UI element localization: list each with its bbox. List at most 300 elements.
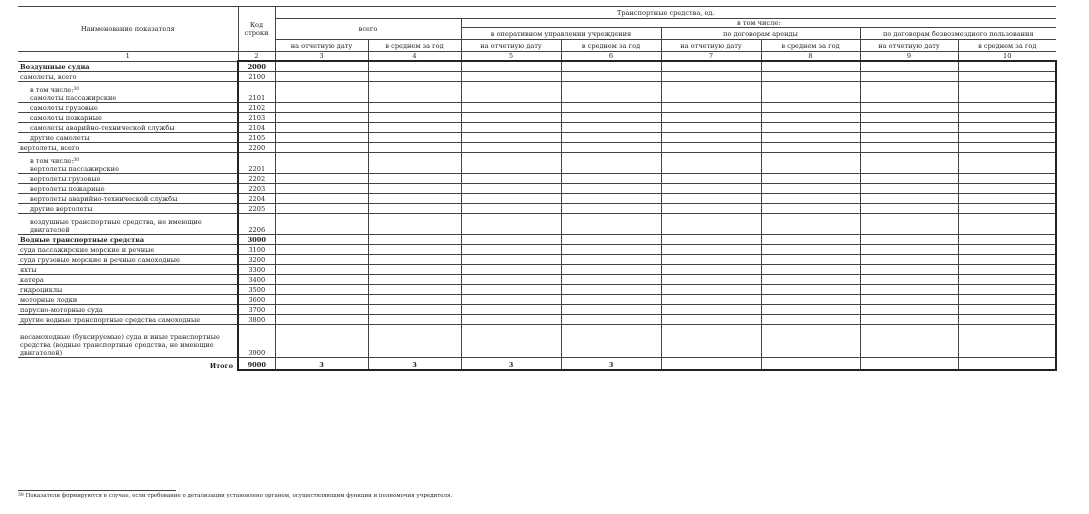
table-row (18, 294, 1056, 304)
row-value-cell[interactable] (368, 294, 461, 304)
row-value-cell[interactable] (368, 264, 461, 274)
row-code: 3900 (238, 324, 275, 357)
row-name (18, 193, 238, 203)
row-code: 2000 (238, 61, 275, 71)
row-value-cell[interactable] (561, 234, 661, 244)
row-value-cell[interactable] (275, 244, 368, 254)
row-value-cell[interactable] (661, 183, 761, 193)
row-value-cell[interactable] (860, 71, 958, 81)
row-value-cell[interactable] (958, 294, 1056, 304)
row-value-cell[interactable] (561, 81, 661, 102)
row-value-cell[interactable] (661, 152, 761, 173)
row-code: 3000 (238, 234, 275, 244)
row-value-cell[interactable] (275, 284, 368, 294)
row-value-cell[interactable] (561, 274, 661, 284)
row-name-text: в том числе: (30, 156, 74, 165)
row-value-cell[interactable] (275, 254, 368, 264)
row-name-text: вертолеты пассажирские (30, 164, 119, 173)
row-value-cell[interactable] (561, 102, 661, 112)
row-name-text: другие водные транспортные средства самоходные (20, 315, 201, 324)
row-value-cell[interactable] (561, 71, 661, 81)
row-value-cell[interactable] (958, 173, 1056, 183)
table-row (18, 324, 1056, 357)
row-value-cell[interactable] (275, 71, 368, 81)
row-name (18, 314, 238, 324)
row-value-cell[interactable] (860, 314, 958, 324)
row-value-cell[interactable] (860, 61, 958, 71)
row-name-text: парусно-моторные суда (20, 305, 103, 314)
header-free-use: по договорам безвозмездного пользования (860, 28, 1056, 40)
row-name (18, 173, 238, 183)
row-value-cell[interactable] (860, 264, 958, 274)
row-value-cell[interactable] (958, 203, 1056, 213)
row-value-cell[interactable] (761, 314, 860, 324)
row-value-cell[interactable] (860, 284, 958, 294)
header-code-col: Код строки (238, 7, 275, 52)
row-value-cell[interactable] (561, 304, 661, 314)
header-rent: по договорам аренды (661, 28, 860, 40)
row-value-cell[interactable] (661, 102, 761, 112)
row-value-cell[interactable] (761, 234, 860, 244)
table-row (18, 152, 1056, 173)
row-value-cell[interactable] (368, 254, 461, 264)
row-value-cell[interactable] (958, 61, 1056, 71)
row-value-cell[interactable] (368, 102, 461, 112)
row-value-cell[interactable] (461, 183, 561, 193)
row-value-cell[interactable] (368, 203, 461, 213)
row-value-cell[interactable] (561, 112, 661, 122)
row-value-cell[interactable] (461, 244, 561, 254)
table-row (18, 102, 1056, 112)
row-value-cell[interactable] (461, 234, 561, 244)
row-value-cell[interactable] (275, 173, 368, 183)
table-row (18, 122, 1056, 132)
col-number: 1 (18, 52, 238, 62)
row-value-cell[interactable] (860, 142, 958, 152)
row-value-cell[interactable] (461, 61, 561, 71)
row-value-cell[interactable] (461, 294, 561, 304)
row-value-cell[interactable] (368, 314, 461, 324)
row-value-cell[interactable] (860, 304, 958, 314)
row-value-cell[interactable] (761, 304, 860, 314)
row-value-cell[interactable] (561, 284, 661, 294)
row-value-cell[interactable] (461, 71, 561, 81)
table-row (18, 314, 1056, 324)
total-code: 9000 (238, 357, 275, 370)
row-value-cell[interactable] (661, 304, 761, 314)
row-code: 3600 (238, 294, 275, 304)
row-value-cell[interactable] (958, 264, 1056, 274)
row-value-cell[interactable] (661, 173, 761, 183)
row-value-cell[interactable] (461, 81, 561, 102)
row-value-cell[interactable] (461, 102, 561, 112)
row-value-cell[interactable] (860, 132, 958, 142)
row-name-text: суда пассажирские морские и речные (20, 245, 155, 254)
row-value-cell[interactable] (860, 274, 958, 284)
row-value-cell[interactable] (275, 61, 368, 71)
table-row (18, 142, 1056, 152)
row-value-cell[interactable] (958, 132, 1056, 142)
row-value-cell[interactable] (761, 173, 860, 183)
row-value-cell[interactable] (275, 264, 368, 274)
row-value-cell[interactable] (368, 122, 461, 132)
row-value-cell[interactable] (561, 324, 661, 357)
row-value-cell[interactable] (461, 142, 561, 152)
row-value-cell[interactable] (275, 122, 368, 132)
total-value (958, 357, 1056, 370)
row-value-cell[interactable] (661, 274, 761, 284)
row-value-cell[interactable] (561, 193, 661, 203)
row-value-cell[interactable] (368, 244, 461, 254)
total-value: 3 (461, 357, 561, 370)
header-avg-year: в среднем за год (561, 40, 661, 52)
row-value-cell[interactable] (461, 324, 561, 357)
table-row (18, 132, 1056, 142)
row-name (18, 102, 238, 112)
table-row (18, 213, 1056, 234)
row-code: 3400 (238, 274, 275, 284)
row-value-cell[interactable] (661, 324, 761, 357)
header-on-date: на отчетную дату (661, 40, 761, 52)
header-total: всего (275, 19, 461, 40)
row-value-cell[interactable] (368, 142, 461, 152)
row-value-cell[interactable] (958, 81, 1056, 102)
row-value-cell[interactable] (958, 324, 1056, 357)
row-value-cell[interactable] (461, 274, 561, 284)
footnote-mark: 30 (18, 493, 24, 498)
row-value-cell[interactable] (275, 203, 368, 213)
row-value-cell[interactable] (368, 81, 461, 102)
row-name-text: гидроциклы (20, 285, 63, 294)
row-value-cell[interactable] (661, 284, 761, 294)
row-value-cell[interactable] (661, 122, 761, 132)
header-operational: в оперативном управлении учреждения (461, 28, 661, 40)
row-value-cell[interactable] (661, 203, 761, 213)
row-name (18, 264, 238, 274)
row-value-cell[interactable] (860, 173, 958, 183)
row-value-cell[interactable] (461, 304, 561, 314)
table-row (18, 71, 1056, 81)
row-name (18, 142, 238, 152)
table-row (18, 203, 1056, 213)
row-value-cell[interactable] (275, 274, 368, 284)
row-value-cell[interactable] (461, 213, 561, 234)
table-row (18, 264, 1056, 274)
col-number: 10 (958, 52, 1056, 62)
row-value-cell[interactable] (275, 102, 368, 112)
row-code: 3700 (238, 304, 275, 314)
row-value-cell[interactable] (761, 254, 860, 264)
row-value-cell[interactable] (761, 81, 860, 102)
table-row (18, 193, 1056, 203)
row-value-cell[interactable] (661, 264, 761, 274)
row-value-cell[interactable] (958, 152, 1056, 173)
row-value-cell[interactable] (761, 274, 860, 284)
row-value-cell[interactable] (661, 314, 761, 324)
row-value-cell[interactable] (860, 193, 958, 203)
row-value-cell[interactable] (368, 274, 461, 284)
col-number: 5 (461, 52, 561, 62)
row-name-text: двигателей (30, 225, 70, 234)
row-value-cell[interactable] (958, 142, 1056, 152)
row-value-cell[interactable] (860, 81, 958, 102)
col-number: 8 (761, 52, 860, 62)
row-value-cell[interactable] (661, 81, 761, 102)
row-value-cell[interactable] (761, 264, 860, 274)
row-name (18, 183, 238, 193)
row-value-cell[interactable] (461, 264, 561, 274)
total-label: Итого (18, 357, 238, 370)
row-value-cell[interactable] (368, 193, 461, 203)
row-name (18, 324, 238, 357)
table-row (18, 234, 1056, 244)
row-value-cell[interactable] (661, 132, 761, 142)
row-value-cell[interactable] (958, 274, 1056, 284)
row-name (18, 81, 238, 102)
row-value-cell[interactable] (368, 304, 461, 314)
row-value-cell[interactable] (761, 132, 860, 142)
row-code: 2103 (238, 112, 275, 122)
row-value-cell[interactable] (958, 284, 1056, 294)
row-value-cell[interactable] (860, 102, 958, 112)
table-row (18, 112, 1056, 122)
row-code: 2201 (238, 152, 275, 173)
row-value-cell[interactable] (958, 213, 1056, 234)
row-name (18, 244, 238, 254)
row-value-cell[interactable] (761, 324, 860, 357)
row-value-cell[interactable] (661, 213, 761, 234)
row-value-cell[interactable] (561, 173, 661, 183)
row-value-cell[interactable] (761, 203, 860, 213)
row-code: 2105 (238, 132, 275, 142)
row-value-cell[interactable] (461, 203, 561, 213)
row-code: 3200 (238, 254, 275, 264)
row-code: 3300 (238, 264, 275, 274)
row-name (18, 294, 238, 304)
row-value-cell[interactable] (561, 61, 661, 71)
transport-report-table (18, 6, 1057, 371)
row-value-cell[interactable] (461, 314, 561, 324)
row-name-text: моторные лодки (20, 295, 78, 304)
row-value-cell[interactable] (661, 142, 761, 152)
header-on-date: на отчетную дату (461, 40, 561, 52)
row-code: 2104 (238, 122, 275, 132)
row-code: 2200 (238, 142, 275, 152)
row-name-text: Водные транспортные средства (20, 235, 145, 244)
row-value-cell[interactable] (275, 81, 368, 102)
row-value-cell[interactable] (761, 213, 860, 234)
row-value-cell[interactable] (860, 244, 958, 254)
row-value-cell[interactable] (860, 254, 958, 264)
row-value-cell[interactable] (661, 254, 761, 264)
row-value-cell[interactable] (275, 304, 368, 314)
row-value-cell[interactable] (761, 284, 860, 294)
total-value (860, 357, 958, 370)
row-value-cell[interactable] (661, 244, 761, 254)
row-value-cell[interactable] (561, 122, 661, 132)
row-value-cell[interactable] (860, 122, 958, 132)
footnote (18, 493, 452, 499)
header-transport: Транспортные средства, ед. (275, 7, 1056, 19)
row-value-cell[interactable] (761, 102, 860, 112)
row-value-cell[interactable] (561, 264, 661, 274)
row-name-text: суда грузовые морские и речные самоходные (20, 255, 180, 264)
row-value-cell[interactable] (761, 183, 860, 193)
table-row (18, 304, 1056, 314)
header-in-that: в том числе: (461, 19, 1056, 28)
row-value-cell[interactable] (561, 254, 661, 264)
row-value-cell[interactable] (661, 193, 761, 203)
total-value (661, 357, 761, 370)
row-value-cell[interactable] (958, 314, 1056, 324)
row-name-text: Воздушные судна (20, 62, 90, 71)
row-code: 2203 (238, 183, 275, 193)
row-value-cell[interactable] (761, 61, 860, 71)
row-value-cell[interactable] (368, 234, 461, 244)
row-code: 2102 (238, 102, 275, 112)
row-name-text: самолеты пассажирские (30, 93, 117, 102)
row-value-cell[interactable] (275, 183, 368, 193)
row-name-text: вертолеты грузовые (30, 174, 101, 183)
row-name (18, 234, 238, 244)
row-value-cell[interactable] (860, 203, 958, 213)
row-value-cell[interactable] (461, 122, 561, 132)
row-value-cell[interactable] (461, 112, 561, 122)
col-number: 7 (661, 52, 761, 62)
row-value-cell[interactable] (461, 193, 561, 203)
row-name-text: другие вертолеты (30, 204, 93, 213)
row-value-cell[interactable] (761, 142, 860, 152)
row-code: 3800 (238, 314, 275, 324)
row-value-cell[interactable] (461, 254, 561, 264)
row-name (18, 152, 238, 173)
table-row (18, 274, 1056, 284)
row-value-cell[interactable] (958, 102, 1056, 112)
row-name (18, 254, 238, 264)
row-value-cell[interactable] (561, 132, 661, 142)
row-name-text: катера (20, 275, 44, 284)
row-value-cell[interactable] (368, 183, 461, 193)
row-value-cell[interactable] (661, 112, 761, 122)
row-value-cell[interactable] (561, 213, 661, 234)
row-code: 2204 (238, 193, 275, 203)
row-value-cell[interactable] (860, 234, 958, 244)
row-name-text: воздушные транспортные средства, не имеющие (30, 217, 202, 226)
total-value (761, 357, 860, 370)
row-value-cell[interactable] (860, 112, 958, 122)
row-value-cell[interactable] (958, 193, 1056, 203)
row-value-cell[interactable] (958, 183, 1056, 193)
row-value-cell[interactable] (561, 314, 661, 324)
row-value-cell[interactable] (860, 294, 958, 304)
row-value-cell[interactable] (761, 193, 860, 203)
row-value-cell[interactable] (461, 152, 561, 173)
row-name (18, 61, 238, 71)
row-value-cell[interactable] (275, 324, 368, 357)
row-code: 2205 (238, 203, 275, 213)
row-value-cell[interactable] (958, 254, 1056, 264)
header-avg-year: в среднем за год (761, 40, 860, 52)
row-value-cell[interactable] (275, 234, 368, 244)
row-value-cell[interactable] (561, 294, 661, 304)
row-value-cell[interactable] (461, 284, 561, 294)
row-value-cell[interactable] (661, 71, 761, 81)
col-number: 6 (561, 52, 661, 62)
row-value-cell[interactable] (275, 314, 368, 324)
row-name (18, 122, 238, 132)
row-value-cell[interactable] (561, 152, 661, 173)
row-value-cell[interactable] (661, 234, 761, 244)
row-name (18, 274, 238, 284)
row-value-cell[interactable] (275, 142, 368, 152)
row-value-cell[interactable] (368, 132, 461, 142)
row-value-cell[interactable] (368, 213, 461, 234)
row-value-cell[interactable] (275, 294, 368, 304)
row-value-cell[interactable] (275, 152, 368, 173)
row-value-cell[interactable] (275, 193, 368, 203)
row-name-text: вертолеты аварийно-технической службы (30, 194, 178, 203)
row-value-cell[interactable] (761, 244, 860, 254)
row-value-cell[interactable] (461, 132, 561, 142)
row-value-cell[interactable] (860, 324, 958, 357)
row-value-cell[interactable] (860, 152, 958, 173)
row-value-cell[interactable] (761, 152, 860, 173)
row-value-cell[interactable] (958, 71, 1056, 81)
row-name-text: яхты (20, 265, 37, 274)
row-value-cell[interactable] (561, 142, 661, 152)
row-value-cell[interactable] (368, 71, 461, 81)
row-value-cell[interactable] (958, 122, 1056, 132)
row-name-text: самолеты пожарные (30, 113, 102, 122)
row-name (18, 304, 238, 314)
row-value-cell[interactable] (275, 112, 368, 122)
row-value-cell[interactable] (958, 112, 1056, 122)
footnote-ref: 30 (73, 86, 80, 92)
row-value-cell[interactable] (368, 324, 461, 357)
row-value-cell[interactable] (368, 284, 461, 294)
row-name-text: самолеты грузовые (30, 103, 98, 112)
row-value-cell[interactable] (958, 234, 1056, 244)
row-value-cell[interactable] (368, 152, 461, 173)
table-row (18, 173, 1056, 183)
row-value-cell[interactable] (761, 294, 860, 304)
row-value-cell[interactable] (958, 244, 1056, 254)
row-value-cell[interactable] (860, 213, 958, 234)
row-value-cell[interactable] (275, 132, 368, 142)
row-value-cell[interactable] (275, 213, 368, 234)
row-value-cell[interactable] (368, 112, 461, 122)
col-number: 4 (368, 52, 461, 62)
row-value-cell[interactable] (761, 112, 860, 122)
row-value-cell[interactable] (761, 71, 860, 81)
row-value-cell[interactable] (661, 61, 761, 71)
row-value-cell[interactable] (561, 183, 661, 193)
row-code: 3100 (238, 244, 275, 254)
row-name (18, 71, 238, 81)
table-row (18, 81, 1056, 102)
row-value-cell[interactable] (958, 304, 1056, 314)
row-value-cell[interactable] (661, 294, 761, 304)
row-value-cell[interactable] (461, 173, 561, 183)
col-number: 9 (860, 52, 958, 62)
row-value-cell[interactable] (368, 61, 461, 71)
row-value-cell[interactable] (561, 203, 661, 213)
row-value-cell[interactable] (561, 244, 661, 254)
row-value-cell[interactable] (368, 173, 461, 183)
row-value-cell[interactable] (860, 183, 958, 193)
row-value-cell[interactable] (761, 122, 860, 132)
col-number: 2 (238, 52, 275, 62)
